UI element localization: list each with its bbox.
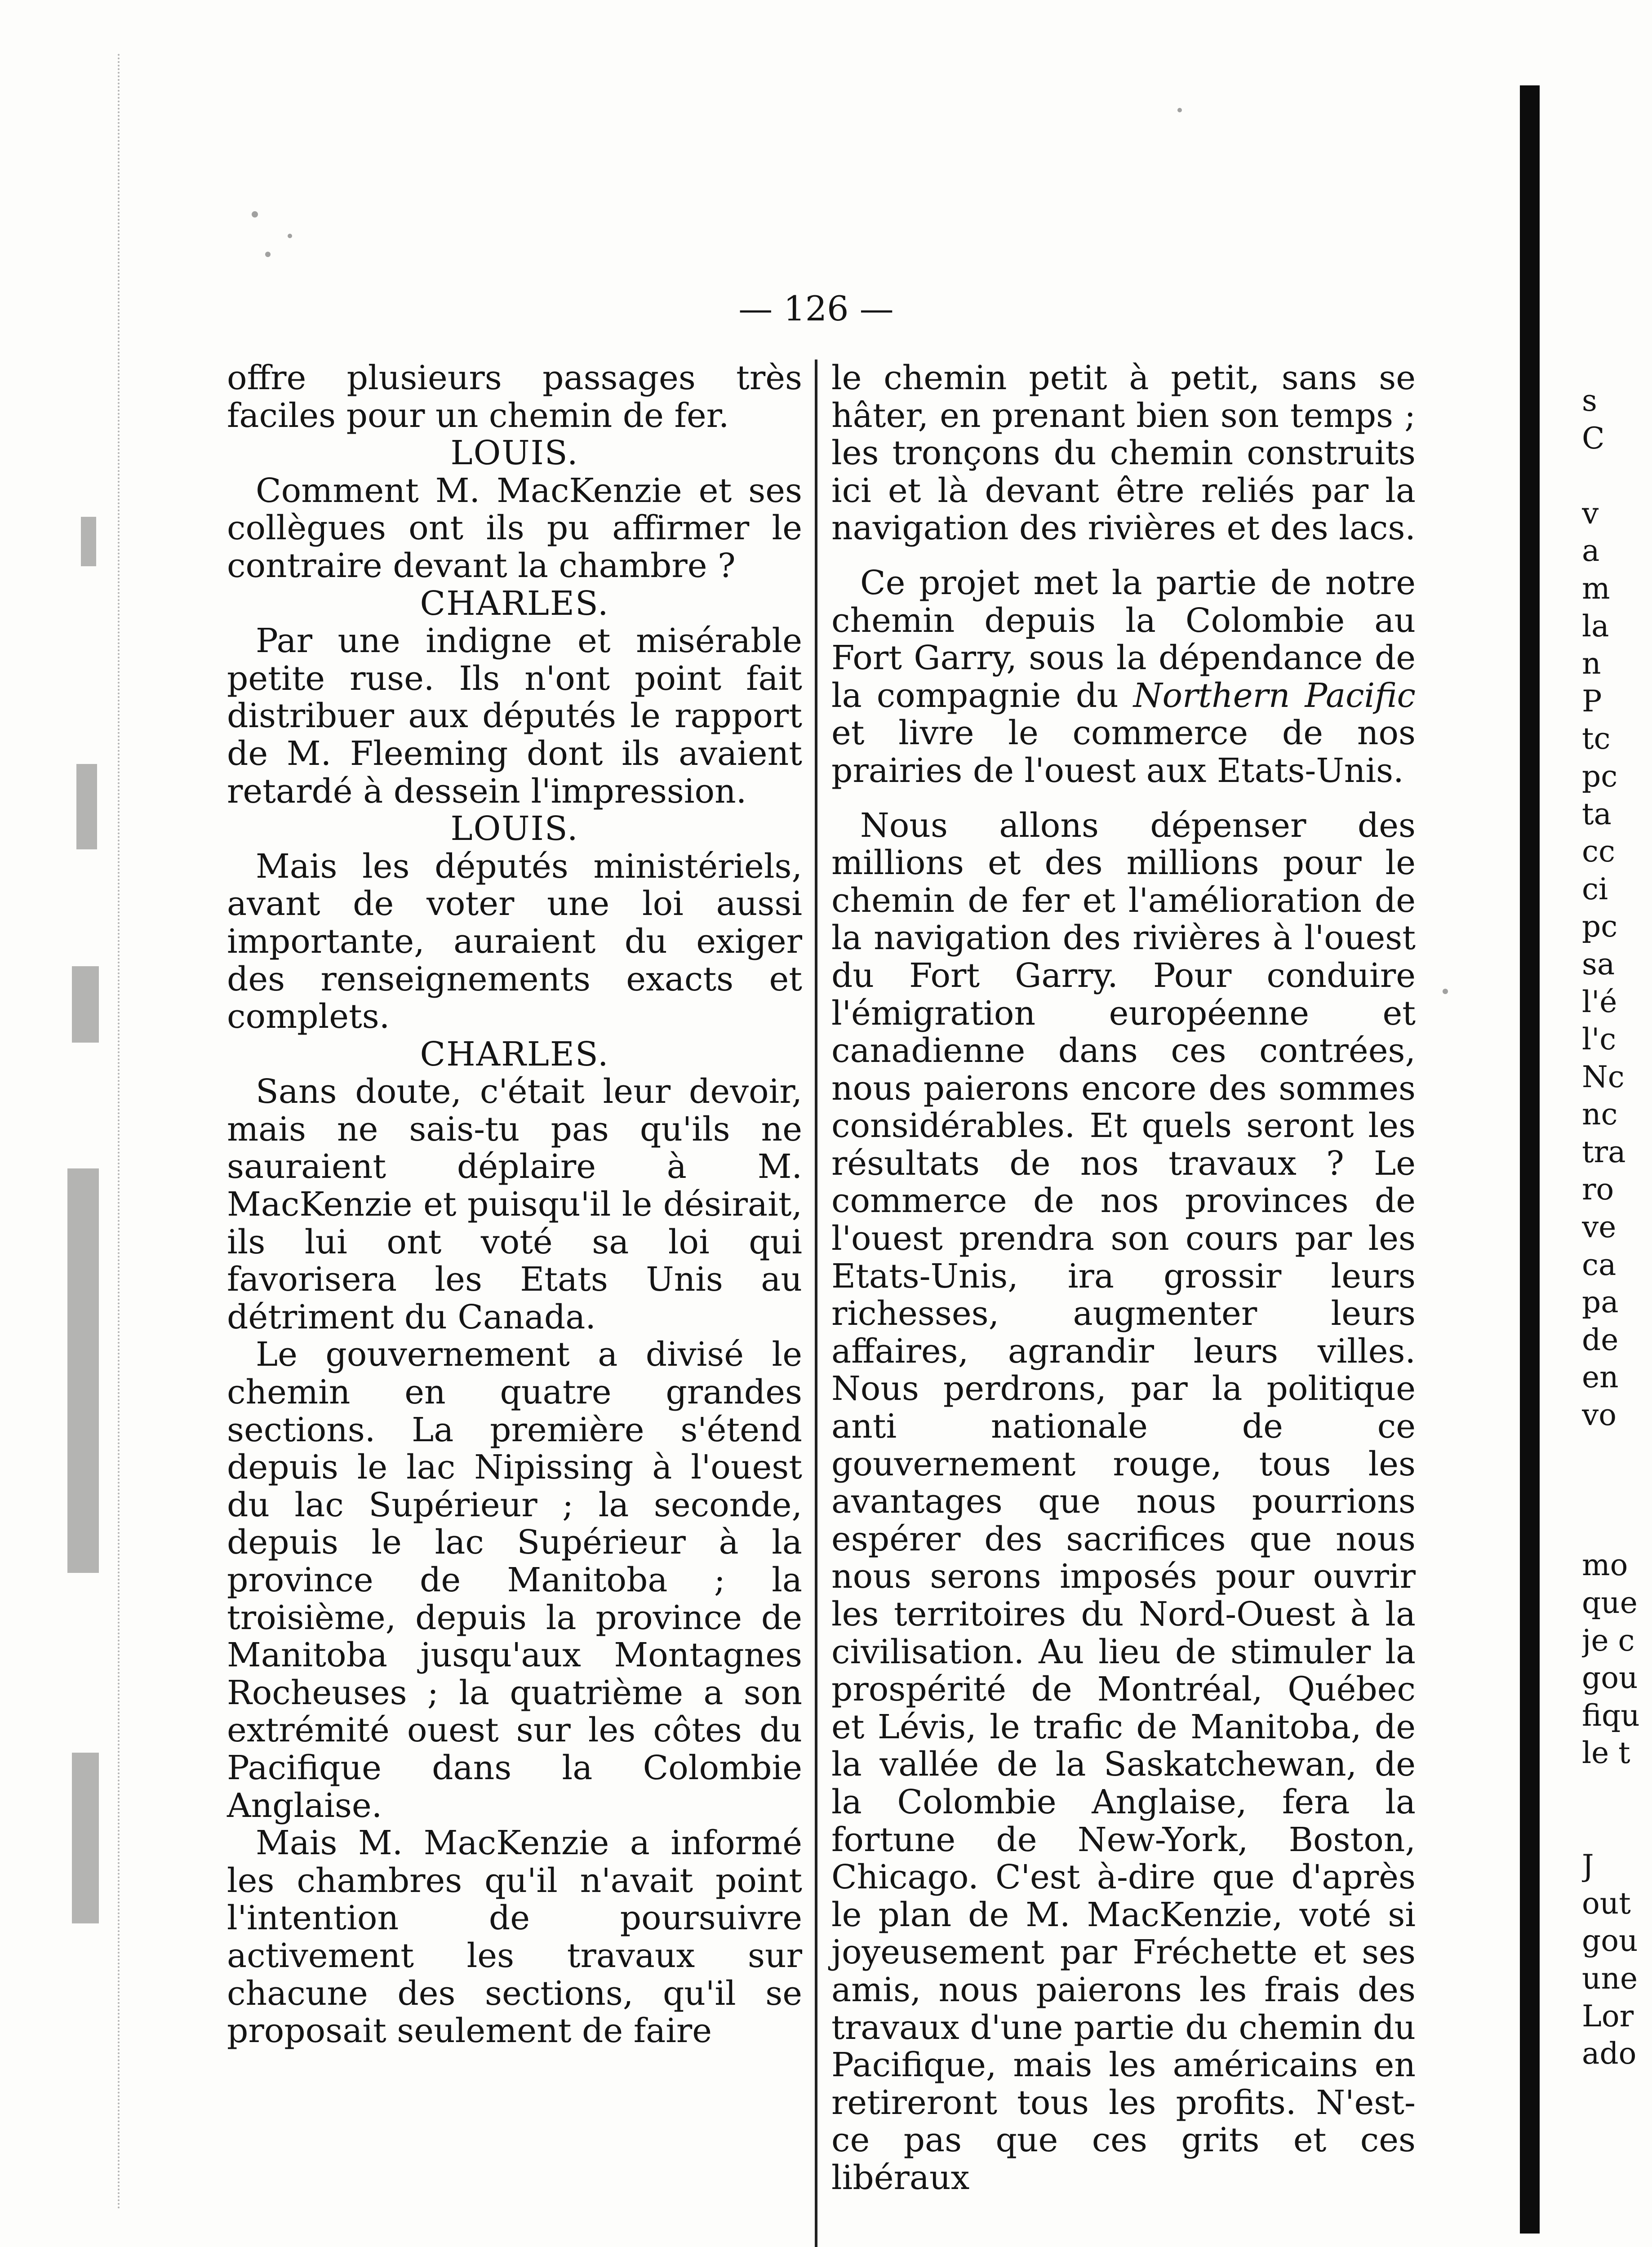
paragraph: le chemin petit à petit, sans se hâter, en prenant bien son temps ; les tronçons du chemin construits ici et là devant être reliés par la navigation des rivières et des lacs. [831,359,1416,548]
margin-smudge-4 [67,1168,99,1573]
text-run: et livre le commerce de nos prairies de l'ouest aux Etats-Unis. [831,714,1416,790]
text-run: Ce projet met la partie de notre chemin depuis la Colombie au Fort Garry, sous la dépendance de la compagnie du [831,563,1416,715]
column-divider [815,360,817,2247]
dust-speck [1177,108,1182,112]
paragraph: Par une indigne et misérable petite ruse. Ils n'ont point fait distribuer aux députés le rapport de M. Fleeming dont ils avaient retardé à dessein l'impression. [227,622,802,811]
right-column [831,360,1416,2197]
dust-speck [288,234,292,238]
speaker-heading: CHARLES. [420,584,609,623]
binding-dots [118,54,120,2211]
page-number: — 126 — [738,289,894,329]
paragraph: Sans doute, c'était leur devoir, mais ne sais-tu pas qu'ils ne sauraient déplaire à M. MacKenzie et puisqu'il le désirait, ils lui ont voté sa loi qui favorisera les Etats Unis au détriment du Canada. [227,1072,802,1337]
company-name: Northern Pacific [1133,676,1416,715]
paragraph: offre plusieurs passages très faciles pour un chemin de fer. [227,359,802,435]
speaker-heading: LOUIS. [450,434,579,473]
paragraph: Nous allons dépenser des millions et des millions pour le chemin de fer et l'amélioration de la navigation des rivières à l'ouest du Fort Garry. Pour conduire l'émigration européenne et canadienne dans ces contrées, nous paierons encore des sommes considérables. Et quels seront les résultats de nos travaux ? Le commerce de nos provinces de l'ouest prendra son cours par les Etats-Unis, ira grossir leurs richesses, augmenter leurs affaires, agrandir leurs villes. Nous perdrons, par la politique anti nationale de ce gouvernement rouge, tous les avantages que nous pourrions espérer des sacrifices que nous nous serons imposés pour ouvrir les territoires du Nord-Ouest à la civilisation. Au lieu de stimuler la prospérité de Montréal, Québec et Lévis, le trafic de Manitoba, de la vallée de la Saskatchewan, de la Colombie Anglaise, fera la fortune de New-York, Boston, Chicago. C'est à-dire que d'après le plan de M. MacKenzie, voté si joyeusement par Fréchette et ses amis, nous paierons les frais des travaux d'une partie du chemin du Pacifique, mais les américains en retireront tous les profits. N'est-ce pas que ces grits et ces libéraux [831,806,1416,2197]
paragraph: Le gouvernement a divisé le chemin en quatre grandes sections. La première s'étend depuis le lac Nipissing à l'ouest du lac Supérieur ; la seconde, depuis le lac Supérieur à la province de Manitoba ; la troisième, depuis la province de Manitoba jusqu'aux Montagnes Rocheuses ; la quatrième a son extrémité ouest sur les côtes du Pacifique dans la Colombie Anglaise. [227,1335,802,1825]
left-column [227,360,802,2050]
page-spine-shadow [1520,85,1540,2234]
speaker-heading: CHARLES. [420,1035,609,1074]
speaker-heading: LOUIS. [450,809,579,848]
margin-smudge-5 [72,1753,99,1923]
paragraph: Mais M. MacKenzie a informé les chambres qu'il n'avait point l'intention de poursuivre activement les travaux sur chacune des sections, qu'il se proposait seulement de faire [227,1824,802,2051]
dust-speck [265,252,271,257]
margin-smudge-3 [72,966,99,1043]
paragraph [831,564,1416,790]
paragraph: Mais les députés ministériels, avant de voter une loi aussi importante, auraient du exiger des renseignements exacts et complets. [227,847,802,1036]
paragraph: Comment M. MacKenzie et ses collègues ont ils pu affirmer le contraire devant la chambre ? [227,471,802,585]
margin-smudge-1 [81,517,96,566]
facing-page-edge-text: s C v a m la n P tc pc ta cc ci pc sa l'é l'c Nc nc tra ro ve ca pa de en vo mo que je c gou fiqu le t J out gou une Lor ado [1582,383,1640,2071]
dust-speck [1443,989,1448,994]
margin-smudge-2 [76,764,97,849]
dust-speck [252,211,258,218]
